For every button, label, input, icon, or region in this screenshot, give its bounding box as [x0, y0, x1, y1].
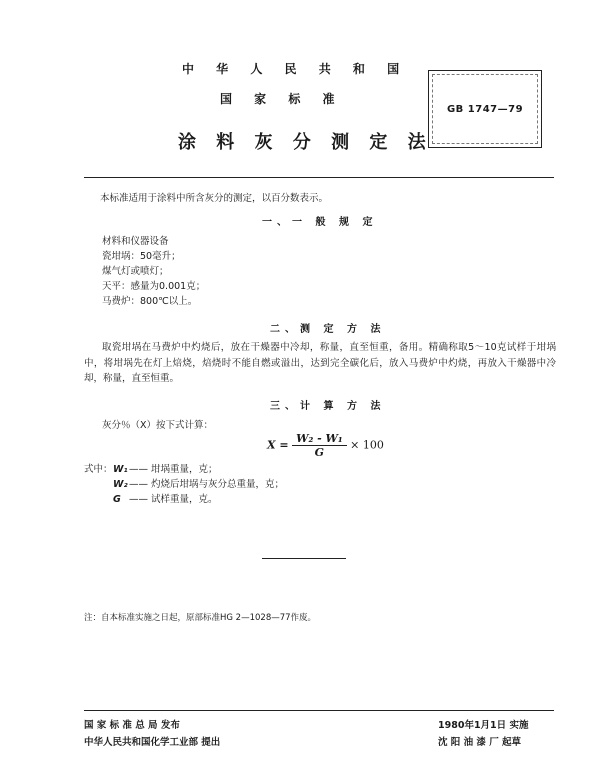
formula-lhs: X =	[267, 438, 289, 452]
where-label: 式中：	[84, 464, 113, 475]
standard-code: GB 1747—79	[446, 104, 524, 115]
calculation-lead: 灰分％（X）按下式计算：	[102, 420, 214, 431]
effective-date: 1980年1月1日 实施	[438, 720, 529, 731]
ash-formula	[267, 432, 384, 459]
variable-description: —— 坩埚重量，克；	[129, 464, 218, 475]
footnote: 注：自本标准实施之日起，原部标准HG 2—1028—77作废。	[84, 613, 317, 623]
equipment-item: 马费炉：800℃以上。	[102, 296, 198, 307]
section-1-heading: 一、一 般 规 定	[262, 217, 378, 228]
standard-code-box	[428, 70, 542, 148]
variable-definition	[113, 462, 284, 477]
document-title: 涂 料 灰 分 测 定 法	[178, 132, 433, 153]
publisher: 国 家 标 准 总 局 发布	[84, 720, 180, 731]
variable-description: —— 灼烧后坩埚与灰分总重量，克；	[129, 479, 285, 490]
header-divider	[84, 177, 554, 178]
variable-symbol: W₂	[113, 479, 128, 490]
end-of-text-rule	[262, 558, 346, 559]
formula-multiplier: × 100	[350, 438, 384, 452]
procedure-paragraph: 取瓷坩埚在马费炉中灼烧后，放在干燥器中冷却，称量，直至恒重，备用。精确称取5～10克试样于坩埚中，将坩埚先在灯上焙烧，焙烧时不能自燃或溢出，达到完全碳化后，放入马费炉中灼烧，再放入干燥器中冷却，称量，直至恒重。	[84, 342, 556, 384]
scope-statement: 本标准适用于涂料中所含灰分的测定，以百分数表示。	[100, 193, 329, 204]
section-3-heading: 三、计 算 方 法	[270, 401, 386, 412]
variable-symbol: W₁	[113, 464, 128, 475]
variable-definition	[113, 492, 284, 507]
equipment-item: 材料和仪器设备	[102, 236, 169, 247]
equipment-item: 瓷坩埚：50毫升；	[102, 251, 181, 262]
proposer: 中华人民共和国化学工业部 提出	[84, 737, 221, 748]
variable-definition	[113, 477, 284, 492]
section-2-heading: 二、测 定 方 法	[270, 324, 386, 335]
equipment-item: 煤气灯或喷灯；	[102, 266, 169, 277]
footer-divider	[84, 710, 554, 711]
variable-description: —— 试样重量，克。	[129, 494, 218, 505]
drafter: 沈 阳 油 漆 厂 起草	[438, 737, 522, 748]
issuing-country: 中 华 人 民 共 和 国	[182, 62, 409, 76]
equipment-item: 天平：感量为0.001克；	[102, 281, 206, 292]
variable-symbol: G	[113, 494, 121, 505]
formula-numerator: W₂ - W₁	[292, 432, 347, 446]
formula-fraction	[292, 432, 347, 459]
equipment-list	[102, 234, 205, 309]
variable-definitions	[113, 462, 284, 507]
standard-type: 国 家 标 准	[220, 92, 344, 106]
formula-denominator: G	[314, 446, 325, 459]
